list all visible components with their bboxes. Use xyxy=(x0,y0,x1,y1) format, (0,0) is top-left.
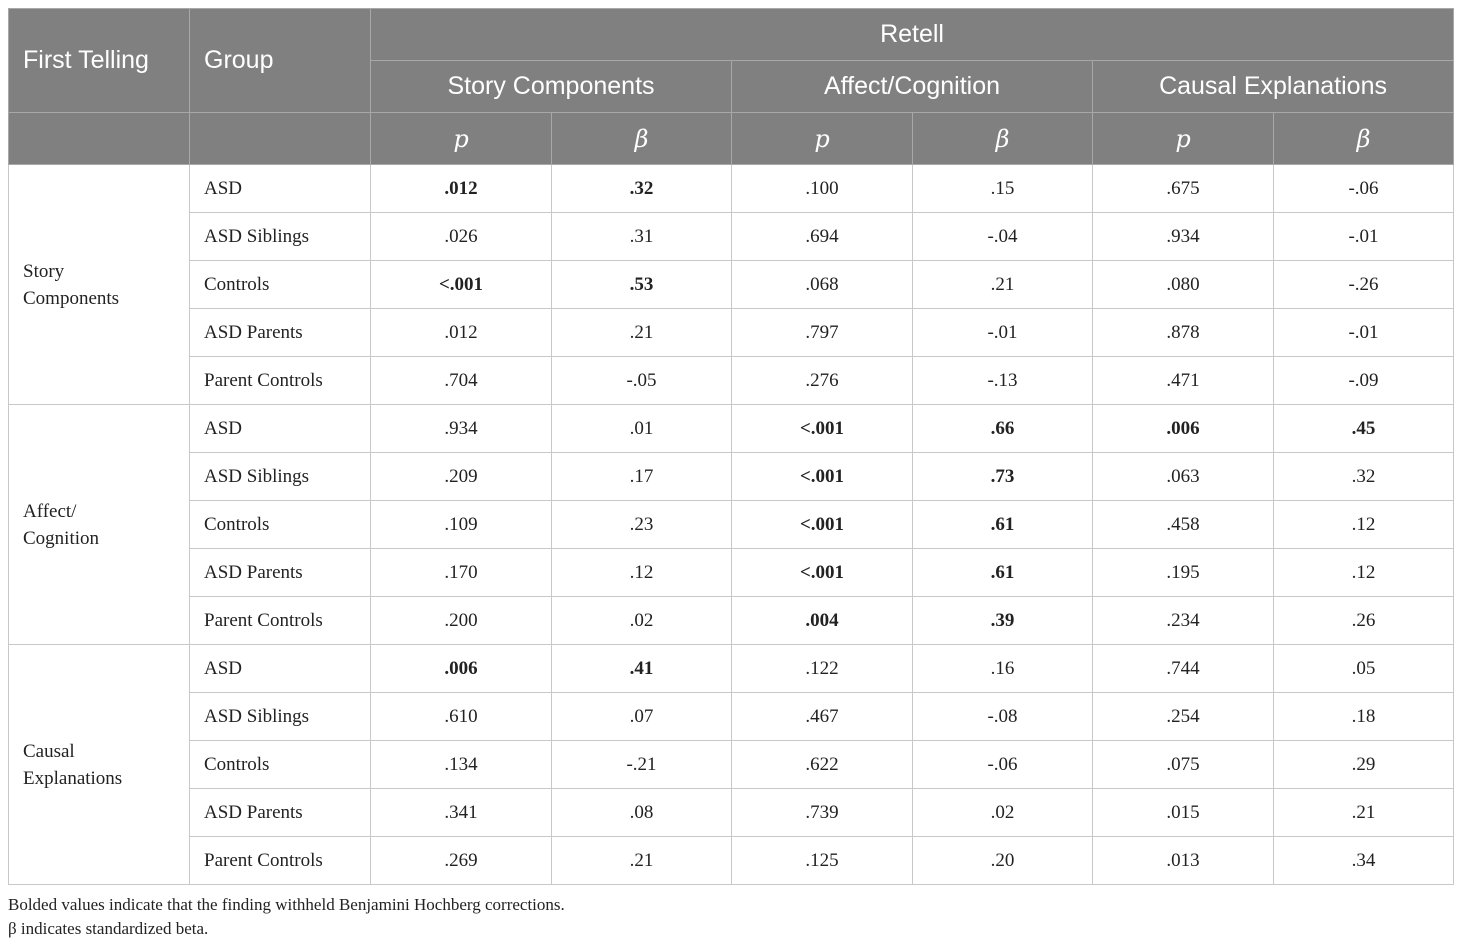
p-value-cell: .744 xyxy=(1093,645,1274,693)
beta-value-cell: .02 xyxy=(913,789,1093,837)
p-value-cell: .195 xyxy=(1093,549,1274,597)
beta-value-cell: -.06 xyxy=(913,741,1093,789)
table-row xyxy=(9,309,1454,357)
beta-value-cell: .21 xyxy=(552,309,732,357)
first-telling-label-line2: Explanations xyxy=(23,767,123,789)
group-cell: Parent Controls xyxy=(190,357,371,405)
table-row xyxy=(9,789,1454,837)
beta-value-cell: -.01 xyxy=(1274,213,1454,261)
p-value-cell: <.001 xyxy=(732,501,913,549)
first-telling-label xyxy=(9,165,190,405)
table-row xyxy=(9,837,1454,885)
table-row xyxy=(9,261,1454,309)
p-value-cell: .675 xyxy=(1093,165,1274,213)
table-row xyxy=(9,741,1454,789)
p-value-cell: .012 xyxy=(371,165,552,213)
p-value-cell: <.001 xyxy=(732,549,913,597)
header-first-telling: First Telling xyxy=(9,9,190,113)
group-cell: ASD xyxy=(190,165,371,213)
group-cell: ASD Siblings xyxy=(190,453,371,501)
beta-value-cell: -.08 xyxy=(913,693,1093,741)
p-value-cell: .068 xyxy=(732,261,913,309)
p-value-cell: .622 xyxy=(732,741,913,789)
p-value-cell: .100 xyxy=(732,165,913,213)
group-cell: Controls xyxy=(190,501,371,549)
beta-value-cell: .26 xyxy=(1274,597,1454,645)
beta-value-cell: .01 xyxy=(552,405,732,453)
p-value-cell: .610 xyxy=(371,693,552,741)
p-value-cell: .471 xyxy=(1093,357,1274,405)
table-row xyxy=(9,165,1454,213)
results-table xyxy=(8,8,1454,885)
table-row xyxy=(9,405,1454,453)
p-value-cell: <.001 xyxy=(371,261,552,309)
beta-value-cell: .31 xyxy=(552,213,732,261)
table-row xyxy=(9,357,1454,405)
group-cell: Controls xyxy=(190,741,371,789)
group-cell: ASD Siblings xyxy=(190,693,371,741)
p-value-cell: .013 xyxy=(1093,837,1274,885)
p-value-cell: .458 xyxy=(1093,501,1274,549)
beta-value-cell: -.26 xyxy=(1274,261,1454,309)
p-value-cell: .200 xyxy=(371,597,552,645)
header-affect-cognition: Affect/Cognition xyxy=(732,61,1093,113)
group-cell: ASD Parents xyxy=(190,789,371,837)
p-value-cell: .109 xyxy=(371,501,552,549)
beta-value-cell: .15 xyxy=(913,165,1093,213)
group-cell: ASD xyxy=(190,405,371,453)
table-row xyxy=(9,693,1454,741)
group-cell: ASD Parents xyxy=(190,309,371,357)
header-beta: β xyxy=(552,113,732,165)
beta-value-cell: .34 xyxy=(1274,837,1454,885)
p-value-cell: .254 xyxy=(1093,693,1274,741)
first-telling-label-line2: Cognition xyxy=(23,527,100,549)
p-value-cell: .080 xyxy=(1093,261,1274,309)
group-cell: ASD Parents xyxy=(190,549,371,597)
header-blank-2 xyxy=(190,113,371,165)
p-value-cell: .934 xyxy=(1093,213,1274,261)
p-value-cell: <.001 xyxy=(732,453,913,501)
header-story-components: Story Components xyxy=(371,61,732,113)
table-notes xyxy=(8,893,1453,941)
table-row xyxy=(9,501,1454,549)
beta-value-cell: .12 xyxy=(552,549,732,597)
p-value-cell: .341 xyxy=(371,789,552,837)
p-value-cell: <.001 xyxy=(732,405,913,453)
table-row xyxy=(9,549,1454,597)
header-causal-explanations: Causal Explanations xyxy=(1093,61,1454,113)
p-value-cell: .075 xyxy=(1093,741,1274,789)
p-value-cell: .467 xyxy=(732,693,913,741)
beta-value-cell: .39 xyxy=(913,597,1093,645)
beta-value-cell: .23 xyxy=(552,501,732,549)
p-value-cell: .012 xyxy=(371,309,552,357)
table-row xyxy=(9,597,1454,645)
p-value-cell: .209 xyxy=(371,453,552,501)
note-bold: Bolded values indicate that the finding withheld Benjamini Hochberg corrections. xyxy=(8,895,565,914)
p-value-cell: .739 xyxy=(732,789,913,837)
p-value-cell: .015 xyxy=(1093,789,1274,837)
beta-value-cell: .21 xyxy=(552,837,732,885)
beta-value-cell: .41 xyxy=(552,645,732,693)
table-row xyxy=(9,213,1454,261)
first-telling-label-line1: Causal xyxy=(23,740,75,762)
beta-value-cell: .02 xyxy=(552,597,732,645)
beta-value-cell: .73 xyxy=(913,453,1093,501)
beta-value-cell: -.21 xyxy=(552,741,732,789)
p-value-cell: .004 xyxy=(732,597,913,645)
group-cell: Controls xyxy=(190,261,371,309)
beta-value-cell: -.01 xyxy=(913,309,1093,357)
beta-value-cell: .45 xyxy=(1274,405,1454,453)
beta-value-cell: .61 xyxy=(913,549,1093,597)
p-value-cell: .797 xyxy=(732,309,913,357)
beta-value-cell: .29 xyxy=(1274,741,1454,789)
beta-value-cell: -.13 xyxy=(913,357,1093,405)
table-container xyxy=(8,8,1453,941)
beta-value-cell: .21 xyxy=(1274,789,1454,837)
note-beta: β indicates standardized beta. xyxy=(8,919,209,938)
p-value-cell: .878 xyxy=(1093,309,1274,357)
table-header xyxy=(9,9,1454,165)
group-cell: Parent Controls xyxy=(190,837,371,885)
group-cell: ASD Siblings xyxy=(190,213,371,261)
p-value-cell: .694 xyxy=(732,213,913,261)
table-row xyxy=(9,453,1454,501)
p-value-cell: .276 xyxy=(732,357,913,405)
p-value-cell: .134 xyxy=(371,741,552,789)
beta-value-cell: .20 xyxy=(913,837,1093,885)
first-telling-label xyxy=(9,645,190,885)
beta-value-cell: .05 xyxy=(1274,645,1454,693)
p-value-cell: .234 xyxy=(1093,597,1274,645)
beta-value-cell: .18 xyxy=(1274,693,1454,741)
beta-value-cell: .21 xyxy=(913,261,1093,309)
beta-value-cell: -.04 xyxy=(913,213,1093,261)
p-value-cell: .704 xyxy=(371,357,552,405)
beta-value-cell: .12 xyxy=(1274,549,1454,597)
header-blank-1 xyxy=(9,113,190,165)
beta-value-cell: .61 xyxy=(913,501,1093,549)
table-body xyxy=(9,165,1454,885)
header-retell: Retell xyxy=(371,9,1454,61)
first-telling-label-line2: Components xyxy=(23,287,120,309)
beta-value-cell: .12 xyxy=(1274,501,1454,549)
beta-value-cell: .66 xyxy=(913,405,1093,453)
header-p: p xyxy=(371,113,552,165)
first-telling-label-line1: Affect/ xyxy=(23,500,77,522)
group-cell: Parent Controls xyxy=(190,597,371,645)
first-telling-label xyxy=(9,405,190,645)
group-cell: ASD xyxy=(190,645,371,693)
beta-value-cell: -.06 xyxy=(1274,165,1454,213)
p-value-cell: .063 xyxy=(1093,453,1274,501)
header-p: p xyxy=(732,113,913,165)
beta-value-cell: .32 xyxy=(552,165,732,213)
beta-value-cell: .17 xyxy=(552,453,732,501)
table-row xyxy=(9,645,1454,693)
beta-value-cell: -.01 xyxy=(1274,309,1454,357)
p-value-cell: .934 xyxy=(371,405,552,453)
beta-value-cell: .53 xyxy=(552,261,732,309)
header-beta: β xyxy=(1274,113,1454,165)
first-telling-label-line1: Story xyxy=(23,260,65,282)
beta-value-cell: -.09 xyxy=(1274,357,1454,405)
header-p: p xyxy=(1093,113,1274,165)
beta-value-cell: .08 xyxy=(552,789,732,837)
beta-value-cell: .16 xyxy=(913,645,1093,693)
p-value-cell: .269 xyxy=(371,837,552,885)
p-value-cell: .125 xyxy=(732,837,913,885)
header-group: Group xyxy=(190,9,371,113)
beta-value-cell: .07 xyxy=(552,693,732,741)
p-value-cell: .170 xyxy=(371,549,552,597)
p-value-cell: .006 xyxy=(371,645,552,693)
p-value-cell: .026 xyxy=(371,213,552,261)
beta-value-cell: .32 xyxy=(1274,453,1454,501)
p-value-cell: .006 xyxy=(1093,405,1274,453)
p-value-cell: .122 xyxy=(732,645,913,693)
beta-value-cell: -.05 xyxy=(552,357,732,405)
header-beta: β xyxy=(913,113,1093,165)
